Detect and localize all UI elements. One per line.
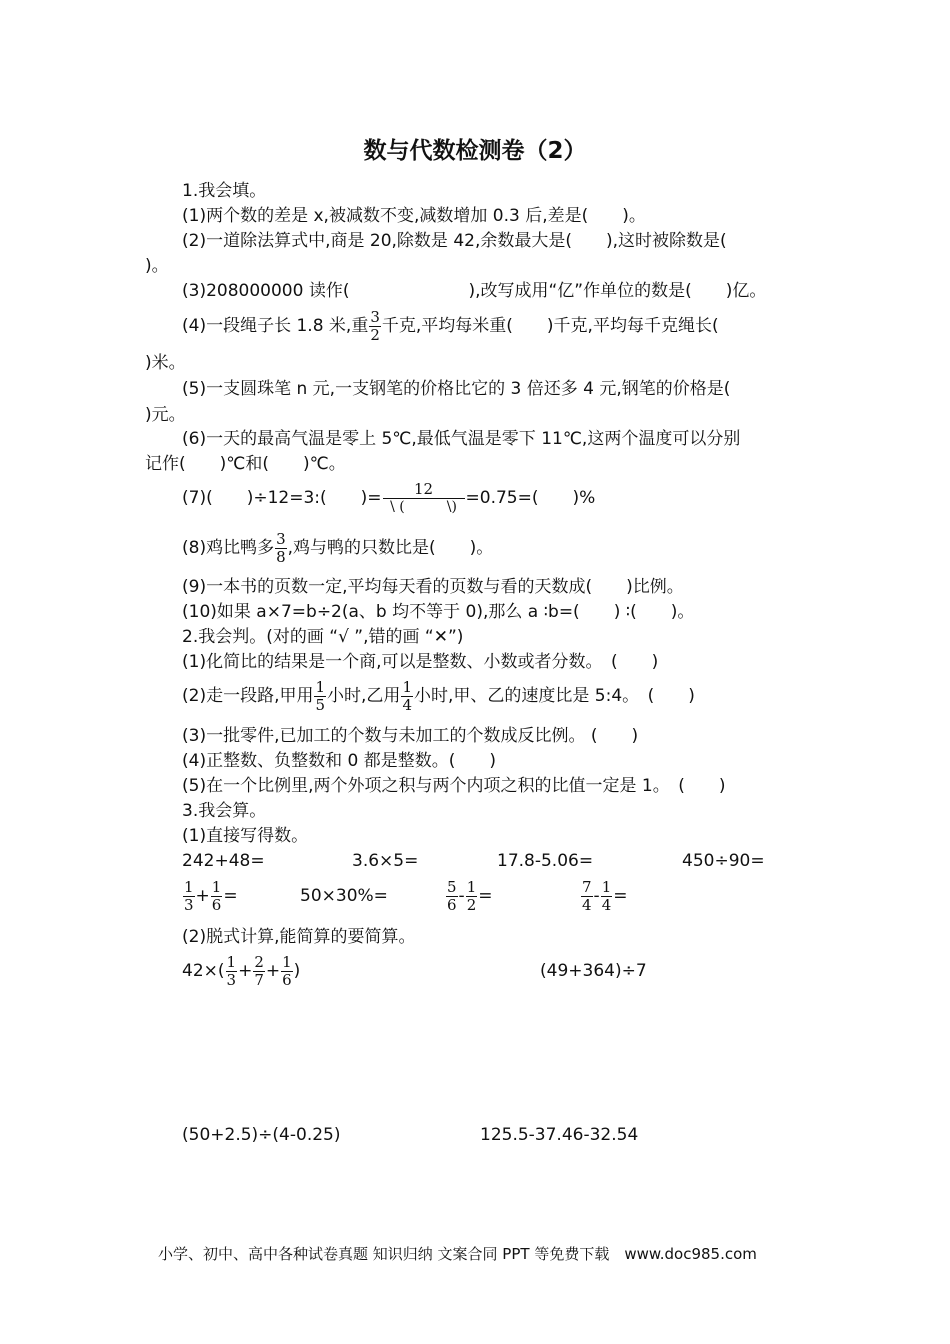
calc-item xyxy=(182,876,238,916)
section-3-heading: 3.我会算。 xyxy=(182,801,267,821)
fill-q9: (9)一本书的页数一定,平均每天看的页数与看的天数成( )比例。 xyxy=(182,577,684,597)
footer-text: 小学、初中、高中各种试卷真题 知识归纳 文案合同 PPT 等免费下载 www.doc985.com xyxy=(158,1245,757,1263)
fraction-denominator: 4 xyxy=(582,895,592,914)
operator: - xyxy=(458,886,465,906)
judge-q2-text-post: 小时,甲、乙的速度比是 5:4。 ( ) xyxy=(413,686,695,706)
fraction-12-blank xyxy=(383,481,465,516)
fill-q6-line2: 记作( )℃和( )℃。 xyxy=(145,454,346,474)
fill-q10: (10)如果 a×7=b÷2(a、b 均不等于 0),那么 a ∶b=( ) ∶( )。 xyxy=(182,602,695,622)
section-1-heading: 1.我会填。 xyxy=(182,181,267,201)
fraction-numerator: 12 xyxy=(383,481,465,499)
fraction-1-4 xyxy=(401,679,413,714)
fraction-denominator: 3 xyxy=(184,895,194,914)
fill-q4-line2: )米。 xyxy=(145,353,186,373)
judge-q2-text-mid: 小时,乙用 xyxy=(327,686,401,706)
fill-q8-text-pre: (8)鸡比鸭多 xyxy=(182,538,275,558)
fraction-numerator: 1 xyxy=(282,952,292,971)
judge-q1: (1)化简比的结果是一个商,可以是整数、小数或者分数。 ( ) xyxy=(182,652,659,672)
fraction-denominator: 3 xyxy=(226,970,237,989)
calc-item: 50×30%= xyxy=(300,886,388,906)
fraction-denominator: 6 xyxy=(211,895,222,914)
calc-item xyxy=(445,876,492,916)
calc-item xyxy=(580,876,627,916)
fraction-numerator: 3 xyxy=(370,307,380,326)
judge-q2-text-pre: (2)走一段路,甲用 xyxy=(182,686,314,706)
fraction-7-4 xyxy=(581,879,593,914)
calc-expression-1 xyxy=(182,951,300,991)
fraction-1-6 xyxy=(211,879,223,914)
fraction-denominator: 6 xyxy=(282,970,292,989)
fraction-numerator: 1 xyxy=(226,952,237,971)
fill-q4-text-post: 千克,平均每米重( )千克,平均每千克绳长( xyxy=(381,316,719,336)
fill-q6-line1: (6)一天的最高气温是零上 5℃,最低气温是零下 11℃,这两个温度可以分别 xyxy=(182,429,741,449)
expr-suffix: ) xyxy=(293,961,301,981)
operator: + xyxy=(265,961,281,981)
judge-q3: (3)一批零件,已加工的个数与未加工的个数成反比例。 ( ) xyxy=(182,726,639,746)
fraction-numerator: 1 xyxy=(466,877,477,896)
fraction-numerator: 1 xyxy=(211,877,222,896)
fraction-denominator: 5 xyxy=(315,695,326,714)
fraction-denominator: 6 xyxy=(447,895,457,914)
fraction-denominator: 2 xyxy=(370,325,380,344)
calc-item: 3.6×5= xyxy=(352,851,419,871)
fraction-numerator: 1 xyxy=(315,677,326,696)
fraction-denominator: 2 xyxy=(466,895,477,914)
calc-expression-3: (50+2.5)÷(4-0.25) xyxy=(182,1125,341,1145)
equals-sign: = xyxy=(223,886,238,906)
equals-sign: = xyxy=(613,886,628,906)
judge-q5: (5)在一个比例里,两个外项之积与两个内项之积的比值一定是 1。 ( ) xyxy=(182,776,726,796)
calc-item: 450÷90= xyxy=(682,851,765,871)
fill-q4-line1 xyxy=(182,306,719,346)
fraction-denominator: 4 xyxy=(601,895,612,914)
fraction-denominator: \ ( \) xyxy=(390,498,457,515)
fraction-1-6 xyxy=(281,954,293,989)
operator: - xyxy=(593,886,600,906)
fill-q7 xyxy=(182,478,595,518)
fraction-numerator: 3 xyxy=(276,529,286,548)
fraction-1-2 xyxy=(466,879,478,914)
calc-sub2-heading: (2)脱式计算,能简算的要简算。 xyxy=(182,927,416,947)
calc-item: 17.8-5.06= xyxy=(497,851,594,871)
fill-q8 xyxy=(182,528,493,568)
judge-q4: (4)正整数、负整数和 0 都是整数。( ) xyxy=(182,751,496,771)
fill-q3: (3)208000000 读作( ),改写成用“亿”作单位的数是( )亿。 xyxy=(182,281,767,301)
fraction-denominator: 7 xyxy=(254,970,264,989)
operator: + xyxy=(238,961,253,981)
fraction-denominator: 4 xyxy=(402,695,412,714)
fraction-5-6 xyxy=(446,879,458,914)
fraction-1-3 xyxy=(226,954,238,989)
calc-item: 242+48= xyxy=(182,851,265,871)
fill-q7-text-post: =0.75=( )% xyxy=(465,488,596,508)
fraction-1-4 xyxy=(601,879,613,914)
fraction-1-5 xyxy=(314,679,326,714)
fraction-3-8 xyxy=(275,531,287,566)
fill-q7-text-pre: (7)( )÷12=3:( )= xyxy=(182,488,382,508)
fraction-denominator: 8 xyxy=(276,547,286,566)
fraction-numerator: 7 xyxy=(582,877,592,896)
fill-q1: (1)两个数的差是 x,被减数不变,减数增加 0.3 后,差是( )。 xyxy=(182,206,646,226)
equals-sign: = xyxy=(478,886,493,906)
fill-q2-line1: (2)一道除法算式中,商是 20,除数是 42,余数最大是( ),这时被除数是( xyxy=(182,231,727,251)
fraction-numerator: 1 xyxy=(402,677,412,696)
fill-q4-text-pre: (4)一段绳子长 1.8 米,重 xyxy=(182,316,369,336)
calc-sub1-heading: (1)直接写得数。 xyxy=(182,826,309,846)
expr-prefix: 42×( xyxy=(182,961,225,981)
fill-q5-line2: )元。 xyxy=(145,405,186,425)
fill-q5-line1: (5)一支圆珠笔 n 元,一支钢笔的价格比它的 3 倍还多 4 元,钢笔的价格是( xyxy=(182,379,731,399)
calc-expression-4: 125.5-37.46-32.54 xyxy=(480,1125,639,1145)
fraction-1-3 xyxy=(183,879,195,914)
fraction-numerator: 1 xyxy=(184,877,194,896)
fraction-numerator: 2 xyxy=(254,952,264,971)
fraction-numerator: 1 xyxy=(601,877,612,896)
section-2-heading: 2.我会判。(对的画 “√ ”,错的画 “✕”) xyxy=(182,627,464,647)
fraction-numerator: 5 xyxy=(447,877,457,896)
calc-expression-2: (49+364)÷7 xyxy=(540,961,647,981)
judge-q2 xyxy=(182,676,695,716)
operator: + xyxy=(195,886,210,906)
fill-q8-text-post: ,鸡与鸭的只数比是( )。 xyxy=(287,538,494,558)
fill-q2-line2: )。 xyxy=(145,256,169,276)
fraction-2-7 xyxy=(253,954,265,989)
page-title: 数与代数检测卷（2） xyxy=(363,138,587,164)
fraction-3-2 xyxy=(369,309,381,344)
